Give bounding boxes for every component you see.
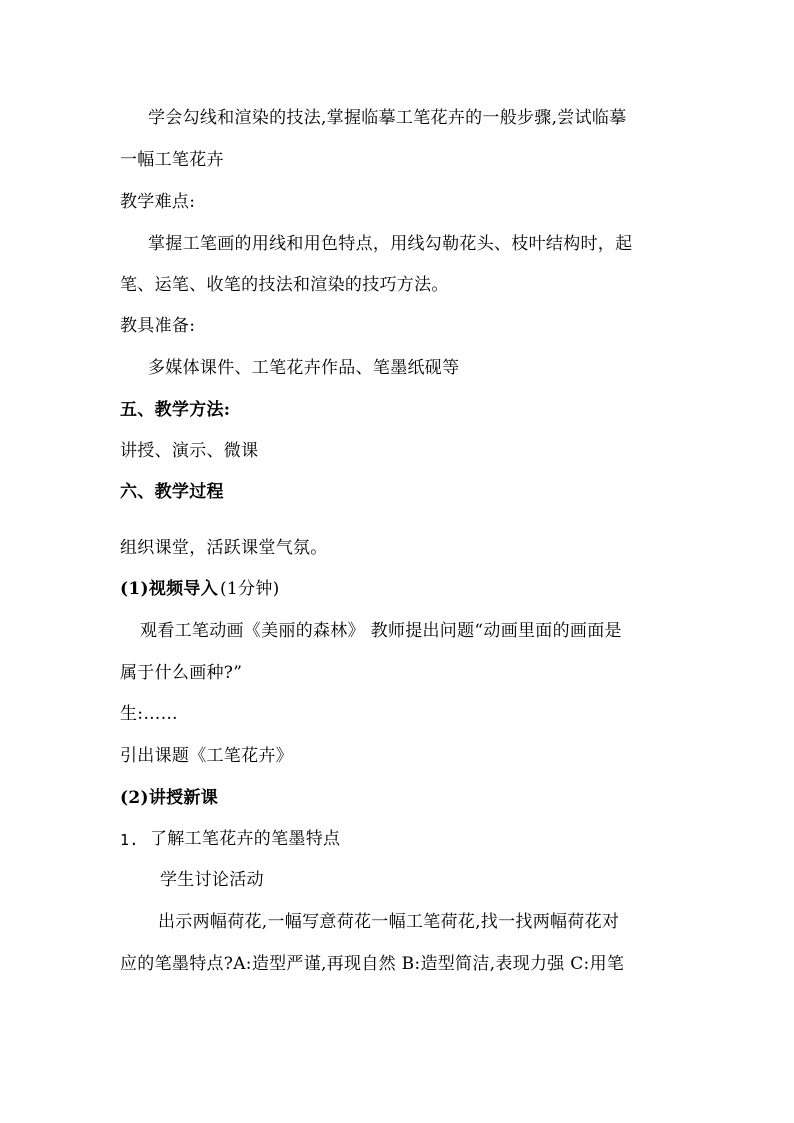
lotus-comparison-text-line-1: 出示两幅荷花,一幅写意荷花一幅工笔荷花,找一找两幅荷花对 xyxy=(158,912,620,932)
video-intro-text-line-1: 观看工笔动画《美丽的森林》 教师提出问题“动画里面的画面是 xyxy=(140,621,622,641)
student-response-text: 生:…… xyxy=(120,704,178,724)
lotus-comparison-text-line-2: 应的笔墨特点?A:造型严谨,再现自然 B:造型简洁,表现力强 C:用笔 xyxy=(120,954,625,974)
video-intro-duration: (1分钟) xyxy=(220,579,280,599)
teaching-aids-text: 多媒体课件、工笔花卉作品、笔墨纸砚等 xyxy=(148,358,460,378)
video-intro-heading: (1)视频导入 xyxy=(120,579,219,599)
new-lesson-heading: (2)讲授新课 xyxy=(120,788,219,808)
teaching-difficulty-heading: 教学难点: xyxy=(120,192,196,212)
video-intro-text-line-2: 属于什么画种?” xyxy=(120,663,243,683)
objective-text-line-2: 一幅工笔花卉 xyxy=(120,150,224,170)
teaching-aids-heading: 教具准备: xyxy=(120,316,196,336)
section-five-heading: 五、教学方法: xyxy=(120,400,231,420)
teaching-methods-text: 讲授、演示、微课 xyxy=(120,441,259,461)
difficulty-text-line-2: 笔、运笔、收笔的技法和渲染的技巧方法。 xyxy=(120,275,449,295)
student-activity-text: 学生讨论活动 xyxy=(160,870,264,890)
difficulty-text-line-1: 掌握工笔画的用线和用色特点，用线勾勒花头、枝叶结构时，起 xyxy=(148,234,633,254)
section-six-heading: 六、教学过程 xyxy=(120,482,224,502)
class-organization-text: 组织课堂，活跃课堂气氛。 xyxy=(120,538,328,558)
lesson-topic-intro-text: 引出课题《工笔花卉》 xyxy=(120,746,293,766)
item-number-1: 1. xyxy=(120,831,139,849)
objective-text-line-1: 学会勾线和渲染的技法,掌握临摹工笔花卉的一般步骤,尝试临摹 xyxy=(148,108,627,128)
item-one-title: 了解工笔花卉的笔墨特点 xyxy=(150,829,341,849)
